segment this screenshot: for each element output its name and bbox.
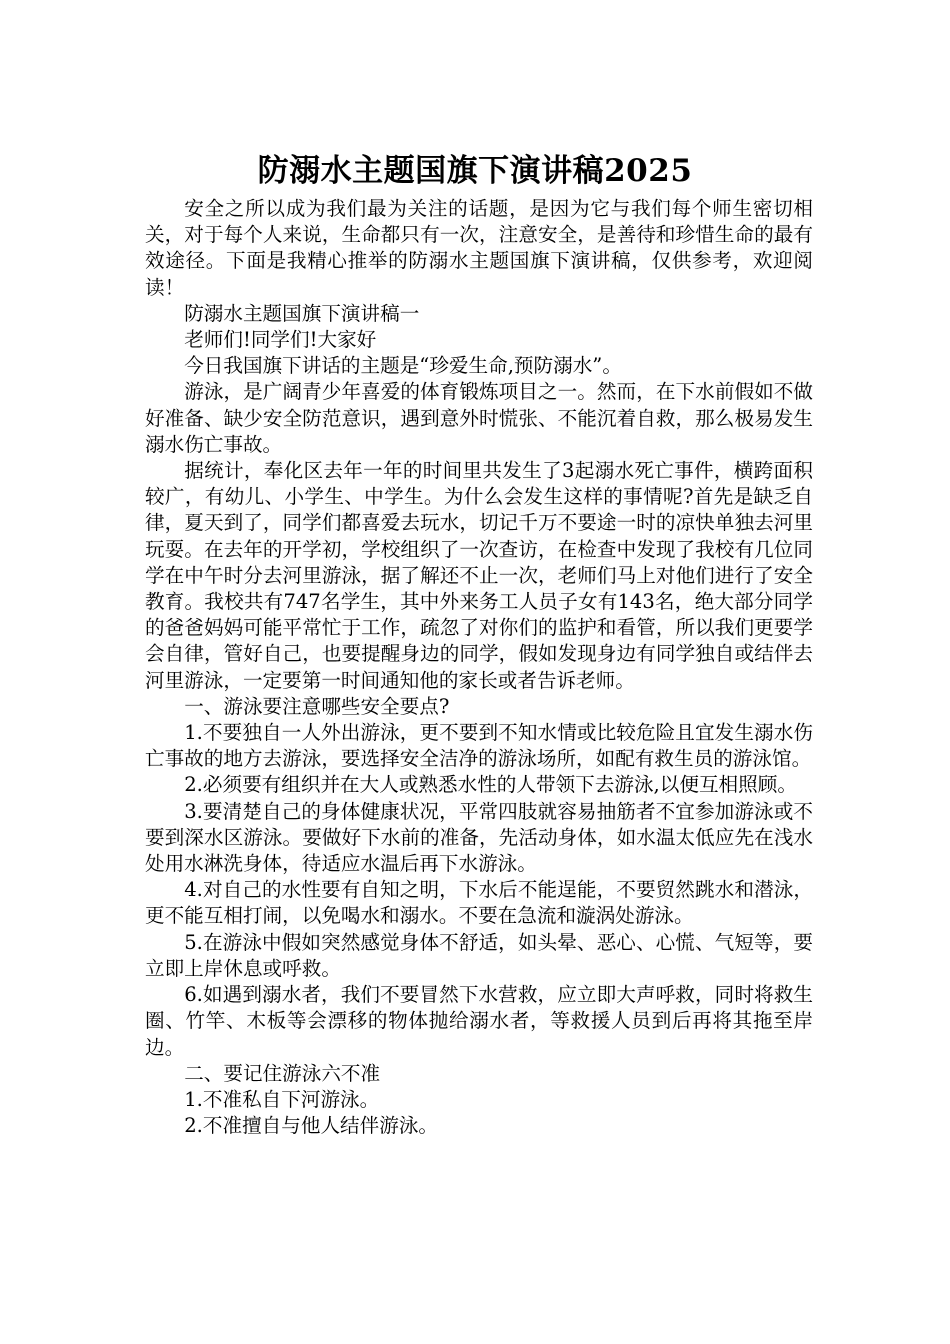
paragraph-swimming: 游泳，是广阔青少年喜爱的体育锻炼项目之一。然而，在下水前假如不做好准备、缺少安全防范意识，遇到意外时慌张、不能沉着自救，那么极易发生溺水伤亡事故。 bbox=[145, 380, 813, 456]
document-body bbox=[145, 196, 813, 1139]
paragraph-greeting: 老师们!同学们!大家好 bbox=[184, 328, 377, 352]
paragraph-safety-point-2: 2.必须要有组织并在大人或熟悉水性的人带领下去游泳,以便互相照顾。 bbox=[184, 773, 797, 797]
paragraph-safety-point-6: 6.如遇到溺水者，我们不要冒然下水营救，应立即大声呼救，同时将救生圈、竹竿、木板等会漂移的物体抛给溺水者，等救援人员到后再将其拖至岸边。 bbox=[145, 983, 813, 1059]
paragraph-safety-point-3: 3.要清楚自己的身体健康状况，平常四肢就容易抽筋者不宜参加游泳或不要到深水区游泳。要做好下水前的准备，先活动身体，如水温太低应先在浅水处用水淋洗身体，待适应水温后再下水游泳。 bbox=[145, 799, 813, 876]
paragraph-rule-2: 2.不准擅自与他人结伴游泳。 bbox=[184, 1114, 439, 1138]
paragraph-rule-1: 1.不准私自下河游泳。 bbox=[184, 1087, 380, 1111]
paragraph-safety-point-4: 4.对自己的水性要有自知之明，下水后不能逞能，不要贸然跳水和潜泳，更不能互相打闹，以免喝水和溺水。不要在急流和漩涡处游泳。 bbox=[145, 878, 813, 928]
paragraph-safety-point-5: 5.在游泳中假如突然感觉身体不舒适，如头晕、恶心、心慌、气短等，要立即上岸休息或呼救。 bbox=[145, 930, 813, 980]
paragraph-section-two-heading: 二、要记住游泳六不准 bbox=[184, 1061, 381, 1085]
paragraph-section-one-heading: 一、游泳要注意哪些安全要点? bbox=[184, 694, 450, 718]
paragraph-theme: 今日我国旗下讲话的主题是“珍爱生命,预防溺水”。 bbox=[184, 354, 622, 378]
paragraph-speech-heading: 防溺水主题国旗下演讲稿一 bbox=[184, 301, 420, 325]
paragraph-statistics: 据统计，奉化区去年一年的时间里共发生了3起溺水死亡事件，横跨面积较广，有幼儿、小学生、中学生。为什么会发生这样的事情呢?首先是缺乏自律，夏天到了，同学们都喜爱去玩水，切记千万不要途一时的凉快单独去河里玩耍。在去年的开学初，学校组织了一次查访，在检查中发现了我校有几位同学在中午时分去河里游泳，据了解还不止一次，老师们马上对他们进行了安全教育。我校共有747名学生，其中外来务工人员子女有143名，绝大部分同学的爸爸妈妈可能平常忙于工作，疏忽了对你们的监护和看管，所以我们更要学会自律，管好自己，也要提醒身边的同学，假如发现身边有同学独自或结伴去河里游泳，一定要第一时间通知他的家长或者告诉老师。 bbox=[145, 459, 813, 692]
paragraph-safety-point-1: 1.不要独自一人外出游泳，更不要到不知水情或比较危险且宜发生溺水伤亡事故的地方去游泳，要选择安全洁净的游泳场所，如配有救生员的游泳馆。 bbox=[145, 721, 813, 771]
document-title: 防溺水主题国旗下演讲稿2025 bbox=[257, 152, 693, 189]
paragraph-intro: 安全之所以成为我们最为关注的话题，是因为它与我们每个师生密切相关，对于每个人来说，生命都只有一次，注意安全，是善待和珍惜生命的最有效途径。下面是我精心推举的防溺水主题国旗下演讲稿，仅供参考，欢迎阅读！ bbox=[145, 197, 813, 299]
